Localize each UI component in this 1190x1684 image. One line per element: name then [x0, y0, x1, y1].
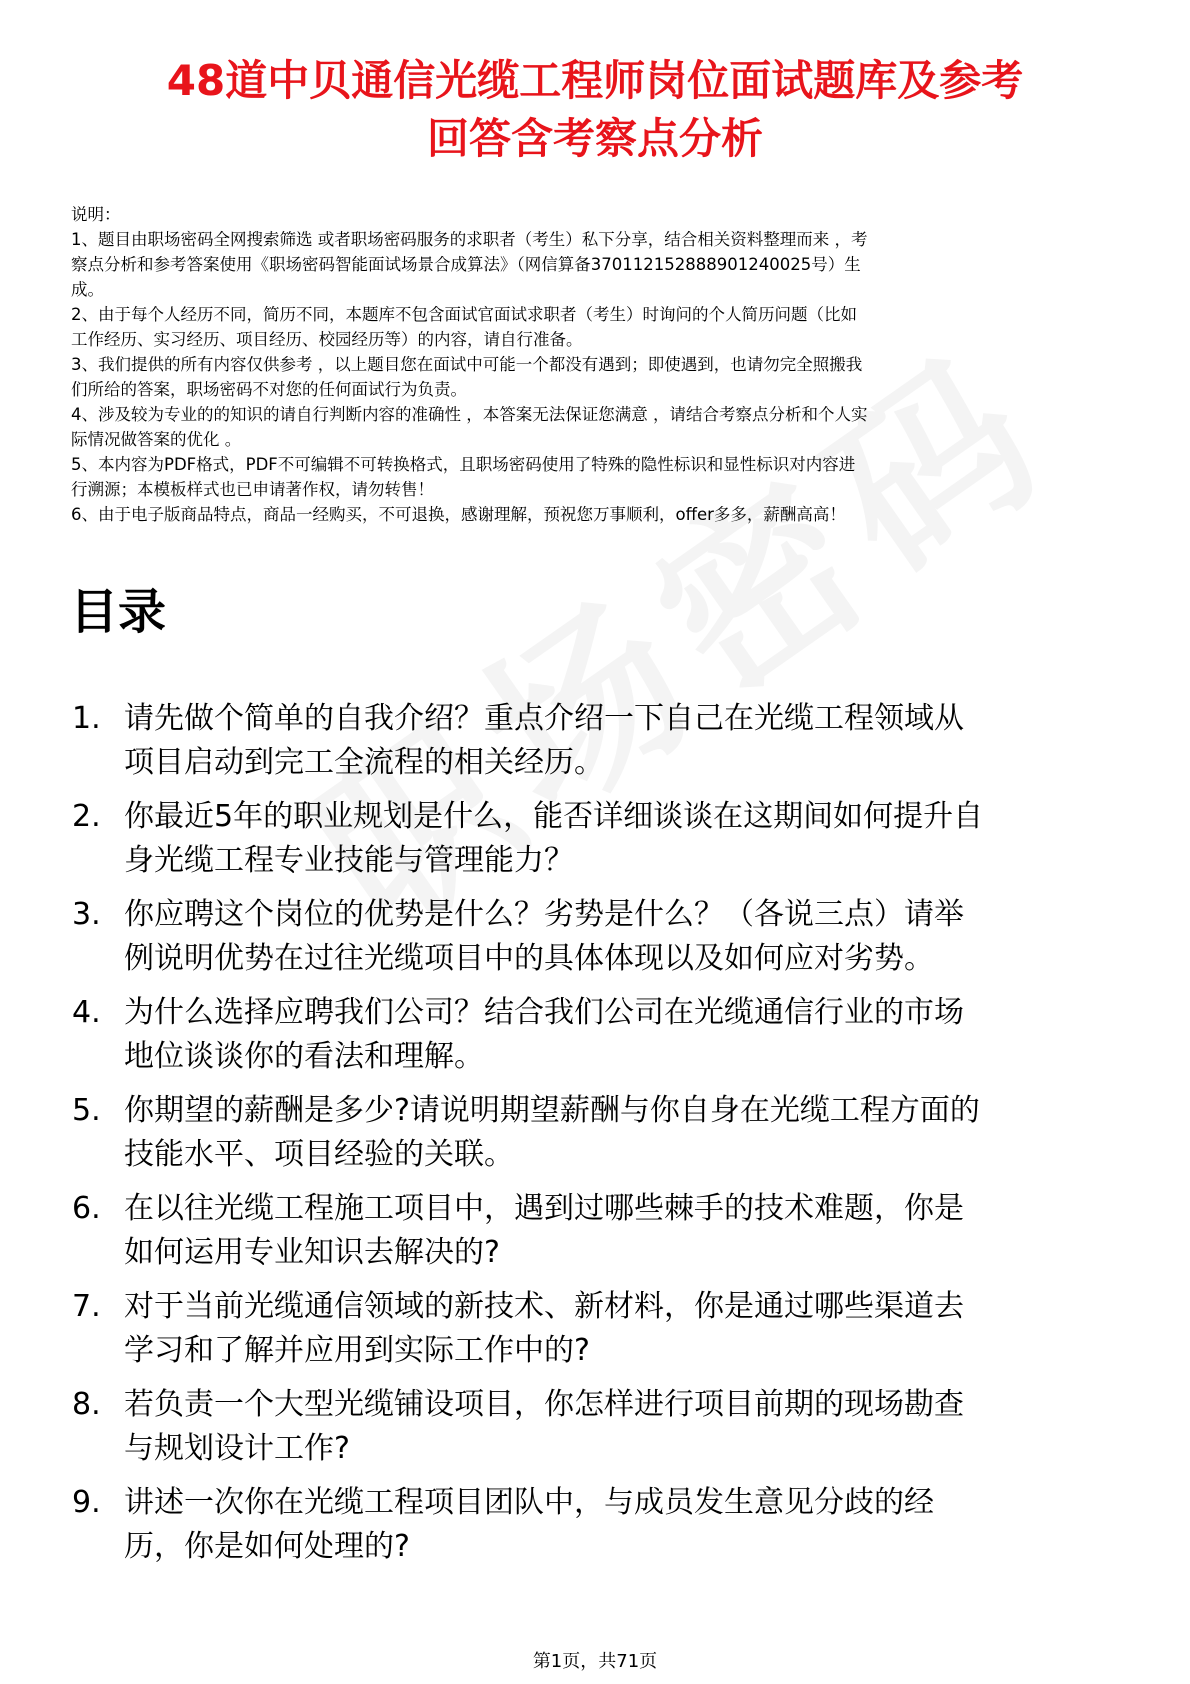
question-text-line: 你最近5年的职业规划是什么，能否详细谈谈在这期间如何提升自 [124, 799, 984, 834]
question-text-line: 技能水平、项目经验的关联。 [124, 1137, 514, 1172]
notes-line: 4、涉及较为专业的的知识的请自行判断内容的准确性 ，本答案无法保证您满意 ，请结合考察点分析和个人实 [71, 405, 868, 424]
notes-line: 察点分析和参考答案使用《职场密码智能面试场景合成算法》（网信算备370112152888901240025号）生 [71, 255, 861, 274]
notes-section [71, 202, 1121, 527]
question-text-line: 你期望的薪酬是多少?请说明期望薪酬与你自身在光缆工程方面的 [124, 1093, 980, 1128]
question-item-8 [72, 1383, 1132, 1481]
document-title [60, 52, 1130, 168]
question-text-line: 讲述一次你在光缆工程项目团队中，与成员发生意见分歧的经 [124, 1485, 934, 1520]
question-text-line: 为什么选择应聘我们公司？结合我们公司在光缆通信行业的市场 [124, 995, 964, 1030]
question-text-line: 项目启动到完工全流程的相关经历。 [124, 745, 604, 780]
notes-line: 际情况做答案的优化 。 [71, 430, 242, 449]
notes-line: 1、题目由职场密码全网搜索筛选 或者职场密码服务的求职者（考生）私下分享，结合相关资料整理而来 ，考 [71, 230, 868, 249]
question-item-6 [72, 1187, 1132, 1285]
question-text-line: 学习和了解并应用到实际工作中的? [124, 1333, 590, 1368]
question-number: 6. [72, 1191, 101, 1226]
question-number: 1. [72, 701, 101, 736]
title-line-2: 回答含考察点分析 [426, 114, 763, 163]
notes-line: 工作经历、实习经历、项目经历、校园经历等）的内容，请自行准备。 [71, 330, 583, 349]
question-text-line: 在以往光缆工程施工项目中，遇到过哪些棘手的技术难题，你是 [124, 1191, 964, 1226]
question-number: 5. [72, 1093, 101, 1128]
question-text-line: 地位谈谈你的看法和理解。 [124, 1039, 484, 1074]
question-text-line: 请先做个简单的自我介绍？重点介绍一下自己在光缆工程领域从 [124, 701, 964, 736]
question-item-3 [72, 893, 1132, 991]
question-number: 9. [72, 1485, 101, 1520]
title-line-1: 48道中贝通信光缆工程师岗位面试题库及参考 [166, 56, 1024, 105]
question-item-4 [72, 991, 1132, 1089]
question-text-line: 例说明优势在过往光缆项目中的具体体现以及如何应对劣势。 [124, 941, 934, 976]
question-item-5 [72, 1089, 1132, 1187]
question-item-2 [72, 795, 1132, 893]
notes-line: 3、我们提供的所有内容仅供参考 ，以上题目您在面试中可能一个都没有遇到；即使遇到，也请勿完全照搬我 [71, 355, 863, 374]
question-number: 8. [72, 1387, 101, 1422]
question-number: 4. [72, 995, 101, 1030]
question-list [72, 697, 1132, 1579]
question-text-line: 身光缆工程专业技能与管理能力？ [124, 843, 574, 878]
question-number: 7. [72, 1289, 101, 1324]
question-text-line: 你应聘这个岗位的优势是什么？劣势是什么？（各说三点）请举 [124, 897, 964, 932]
question-item-9 [72, 1481, 1132, 1579]
question-item-7 [72, 1285, 1132, 1383]
page-footer: 第1页，共71页 [532, 1651, 658, 1672]
notes-line: 5、本内容为PDF格式，PDF不可编辑不可转换格式，且职场密码使用了特殊的隐性标识和显性标识对内容进 [71, 455, 856, 474]
question-number: 2. [72, 799, 101, 834]
notes-line: 6、由于电子版商品特点，商品一经购买，不可退换，感谢理解，预祝您万事顺利，offer多多，薪酬高高！ [71, 505, 846, 524]
question-text-line: 如何运用专业知识去解决的? [124, 1235, 500, 1270]
notes-line: 行溯源；本模板样式也已申请著作权，请勿转售！ [71, 480, 434, 499]
question-item-1 [72, 697, 1132, 795]
notes-line: 成。 [71, 280, 104, 299]
toc-heading: 目录 [70, 584, 167, 640]
question-text-line: 若负责一个大型光缆铺设项目，你怎样进行项目前期的现场勘查 [124, 1387, 964, 1422]
question-text-line: 对于当前光缆通信领域的新技术、新材料，你是通过哪些渠道去 [124, 1289, 964, 1324]
notes-line: 2、由于每个人经历不同，简历不同，本题库不包含面试官面试求职者（考生）时询问的个人简历问题（比如 [71, 305, 857, 324]
notes-heading: 说明： [71, 205, 121, 224]
question-text-line: 历，你是如何处理的? [124, 1529, 410, 1564]
question-text-line: 与规划设计工作? [124, 1431, 350, 1466]
question-number: 3. [72, 897, 101, 932]
notes-line: 们所给的答案，职场密码不对您的任何面试行为负责。 [71, 380, 467, 399]
